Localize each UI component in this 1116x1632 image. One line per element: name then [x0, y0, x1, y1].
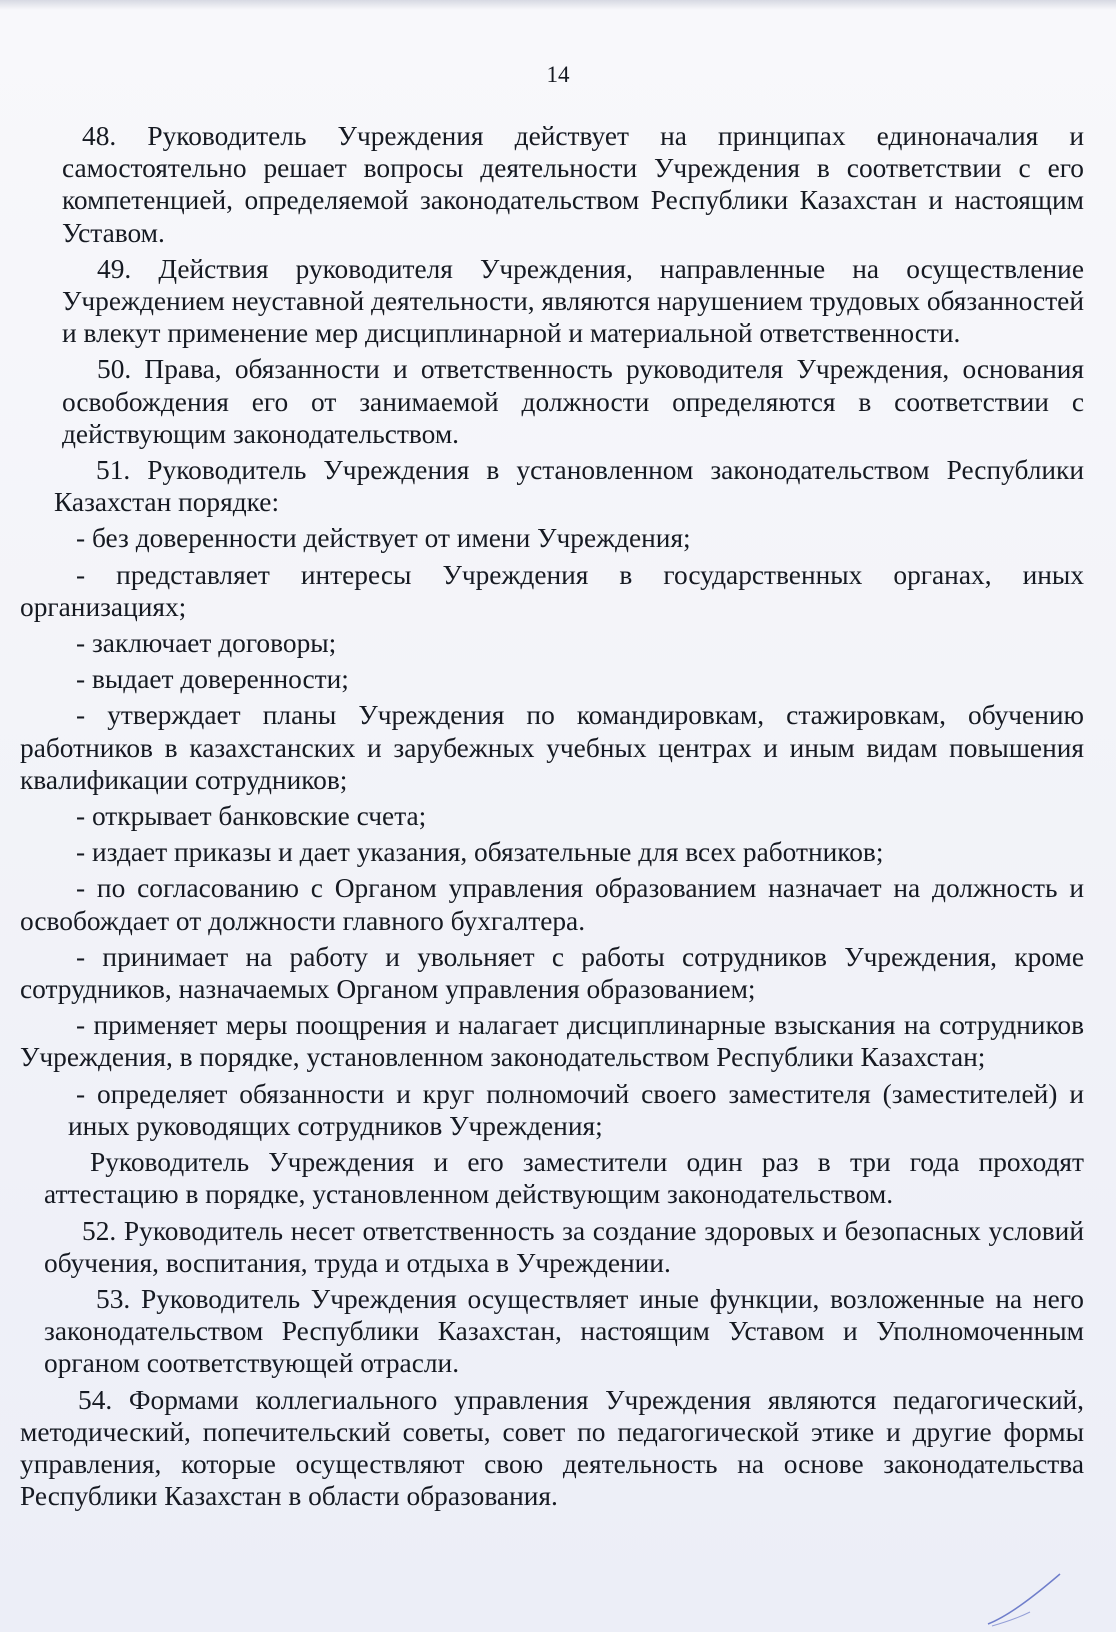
- clause-49: 49. Действия руководителя Учреждения, направленные на осуществление Учреждением неуставной деятельности, являются нарушением трудовых обязанностей и влекут применение мер дисциплинарной и материальной ответственности.: [62, 253, 1084, 349]
- clause-51-item-3: - заключает договоры;: [76, 628, 337, 659]
- document-body: [20, 120, 1084, 1512]
- clause-51-item-7: - издает приказы и дает указания, обязательные для всех работников;: [76, 837, 884, 868]
- clause-51-item-10: - применяет меры поощрения и налагает дисциплинарные взыскания на сотрудников Учреждения, в порядке, установленном законодательством Республики Казахстан;: [20, 1010, 1084, 1073]
- clause-51-item-2: - представляет интересы Учреждения в государственных органах, иных организациях;: [20, 559, 1084, 622]
- pen-mark: [984, 1568, 1064, 1628]
- clause-51-item-8: - по согласованию с Органом управления образованием назначает на должность и освобождает от должности главного бухгалтера.: [20, 873, 1084, 936]
- clause-50: 50. Права, обязанности и ответственность руководителя Учреждения, основания освобождения его от занимаемой должности определяются в соответствии с действующим законодательством.: [62, 354, 1084, 449]
- clause-51-item-1: - без доверенности действует от имени Учреждения;: [76, 523, 691, 554]
- clause-54: 54. Формами коллегиального управления Учреждения являются педагогический, методический, попечительский советы, совет по педагогической этике и другие формы управления, которые осуществляют свою деятельность на основе законодательства Республики Казахстан в области образования.: [20, 1384, 1084, 1512]
- clause-51-item-5: - утверждает планы Учреждения по командировкам, стажировкам, обучению работников в казахстанских и зарубежных учебных центрах и иным видам повышения квалификации сотрудников;: [20, 700, 1084, 795]
- clause-51-item-4: - выдает доверенности;: [76, 664, 349, 695]
- page-number: 14: [546, 62, 570, 87]
- clause-51: 51. Руководитель Учреждения в установленном законодательством Республики Казахстан порядке:: [54, 455, 1084, 518]
- clause-52: 52. Руководитель несет ответственность за создание здоровых и безопасных условий обучения, воспитания, труда и отдыха в Учреждении.: [44, 1215, 1084, 1278]
- clause-51-item-9: - принимает на работу и увольняет с работы сотрудников Учреждения, кроме сотрудников, назначаемых Органом управления образованием;: [20, 941, 1084, 1005]
- clause-51-item-6: - открывает банковские счета;: [76, 801, 427, 832]
- clause-51-attestation: Руководитель Учреждения и его заместители один раз в три года проходят аттестацию в порядке, установленном действующим законодательством.: [44, 1147, 1084, 1210]
- scan-shadow: [0, 0, 1116, 10]
- clause-51-item-11: - определяет обязанности и круг полномочий своего заместителя (заместителей) и иных руководящих сотрудников Учреждения;: [68, 1078, 1084, 1141]
- clause-53: 53. Руководитель Учреждения осуществляет иные функции, возложенные на него законодательством Республики Казахстан, настоящим Уставом и Уполномоченным органом соответствующей отрасли.: [44, 1283, 1084, 1379]
- clause-48: 48. Руководитель Учреждения действует на принципах единоначалия и самостоятельно решает вопросы деятельности Учреждения в соответствии с его компетенцией, определяемой законодательством Республики Казахстан и настоящим Уставом.: [62, 121, 1084, 248]
